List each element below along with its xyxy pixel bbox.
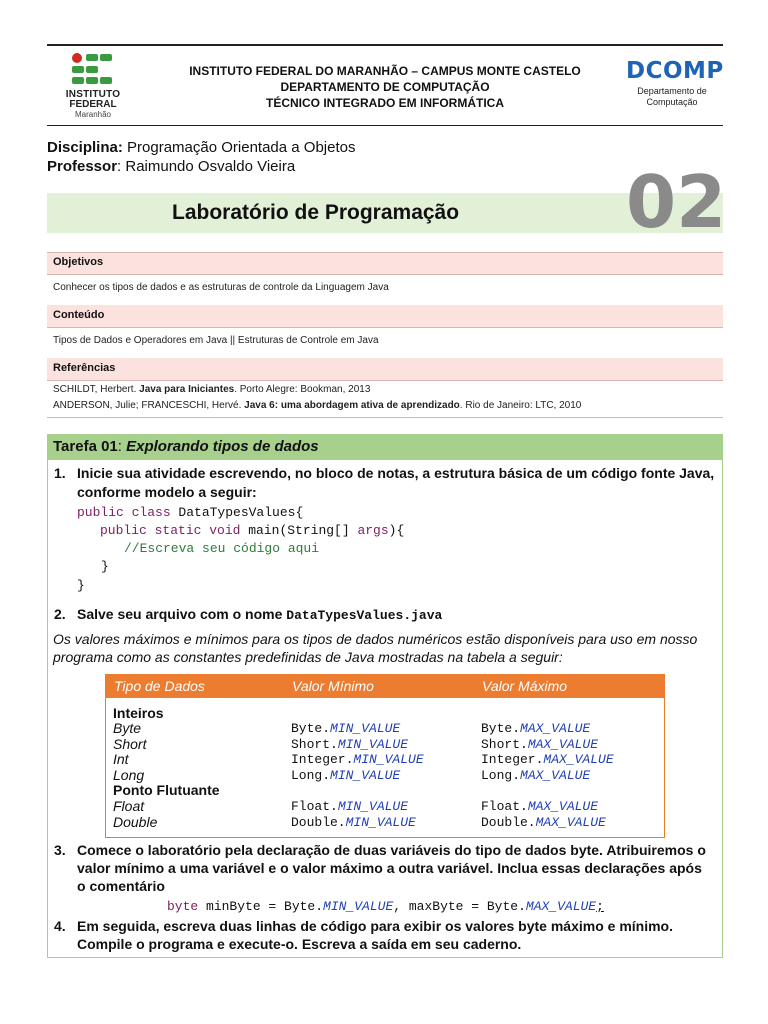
referencias-label: Referências	[53, 362, 116, 374]
lab-title: Laboratório de Programação	[172, 201, 460, 224]
code-keyword: byte	[167, 899, 199, 914]
header-tipo: Tipo de Dados	[114, 678, 205, 694]
max-class: Integer.	[481, 752, 544, 767]
table-intro-line-1: Os valores máximos e mínimos para os tipos de dados numéricos estão disponíveis para uso em nosso	[53, 631, 698, 647]
objetivos-bar	[47, 252, 723, 274]
step-2-text	[77, 606, 442, 623]
step-4-line-2: Compile o programa e execute-o. Escreva a saída em seu caderno.	[77, 936, 522, 952]
min-double	[291, 815, 416, 830]
max-int	[481, 752, 614, 767]
header-max: Valor Máximo	[482, 678, 568, 694]
logo-text-maranhao: Maranhão	[74, 110, 112, 119]
dcomp-logo	[626, 58, 724, 118]
max-class: Byte.	[481, 721, 521, 736]
objetivos-text: Conhecer os tipos de dados e as estruturas de controle da Linguagem Java	[53, 282, 389, 293]
max-const: MAX_VALUE	[520, 721, 591, 736]
professor-value: : Raimundo Osvaldo Vieira	[117, 158, 296, 175]
professor-line	[47, 158, 295, 175]
max-const: MAX_VALUE	[520, 768, 591, 783]
min-const: MIN_VALUE	[337, 799, 409, 814]
min-int	[291, 752, 424, 767]
min-class: Short.	[291, 737, 338, 752]
section-divider	[47, 327, 723, 328]
max-class: Long.	[481, 768, 521, 783]
institution-name: INSTITUTO FEDERAL DO MARANHÃO – CAMPUS MONTE CASTELO	[189, 64, 581, 78]
institute-logo	[60, 52, 126, 122]
code-keyword: public static void	[100, 523, 249, 538]
min-class: Byte.	[291, 721, 331, 736]
step-1-number: 1.	[54, 465, 66, 481]
code-semicolon: ;	[596, 899, 604, 914]
logo-text-federal: FEDERAL	[69, 99, 117, 110]
section-divider	[47, 417, 723, 418]
max-class: Float.	[481, 799, 528, 814]
task-title	[53, 438, 319, 455]
code-line-2	[100, 523, 404, 538]
min-const: MIN_VALUE	[337, 737, 409, 752]
code-text: DataTypesValues{	[178, 505, 304, 520]
type-short: Short	[113, 736, 147, 752]
step-4-line-1: Em seguida, escreva duas linhas de código para exibir os valores byte máximo e mínimo.	[77, 918, 673, 934]
dcomp-logo-sub1: Departamento de	[637, 86, 707, 96]
code-close-brace-outer: }	[77, 578, 85, 593]
department-name: DEPARTAMENTO DE COMPUTAÇÃO	[280, 80, 490, 94]
code-line-1	[77, 505, 303, 520]
code-keyword: public class	[77, 505, 179, 520]
type-byte: Byte	[113, 720, 142, 736]
step-3-line-2: valor mínimo a uma variável e o valor máximo a outra variável. Inclua essas declarações após	[77, 860, 702, 876]
min-const: MIN_VALUE	[353, 752, 424, 767]
max-const: MAX_VALUE	[527, 799, 599, 814]
min-class: Float.	[291, 799, 338, 814]
reference-2	[53, 400, 581, 411]
step-4-number: 4.	[54, 918, 66, 934]
reference-1	[53, 384, 370, 395]
max-const: MAX_VALUE	[527, 737, 599, 752]
max-class: Double.	[481, 815, 536, 830]
max-long	[481, 768, 590, 783]
code-comment: //Escreva seu código aqui	[124, 541, 320, 556]
section-divider	[47, 274, 723, 275]
min-const: MIN_VALUE	[330, 721, 401, 736]
step-3-number: 3.	[54, 842, 66, 858]
type-double: Double	[113, 814, 158, 830]
step-1-line-1: Inicie sua atividade escrevendo, no bloco de notas, a estrutura básica de um código fonte Java,	[77, 465, 715, 481]
code-const: MIN_VALUE	[323, 899, 394, 914]
code-text: , maxByte = Byte.	[393, 899, 526, 914]
code-arg: args	[357, 523, 389, 538]
header-min: Valor Mínimo	[292, 678, 374, 694]
group-inteiros: Inteiros	[113, 705, 164, 721]
min-short	[291, 737, 408, 752]
max-class: Short.	[481, 737, 528, 752]
step-2-number: 2.	[54, 606, 66, 622]
reference-1-authors: SCHILDT, Herbert.	[53, 384, 140, 395]
reference-2-authors: ANDERSON, Julie; FRANCESCHI, Hervé.	[53, 400, 245, 411]
code-text: minByte = Byte.	[198, 899, 324, 914]
code-text: ){	[388, 523, 405, 538]
step-3-line-3: o comentário	[77, 878, 165, 894]
code-close-brace-inner: }	[101, 559, 109, 574]
step-2-label: Salve seu arquivo com o nome	[77, 606, 287, 622]
table-intro-line-2: programa como as constantes predefinidas de Java mostradas na tabela a seguir:	[53, 649, 563, 665]
min-class: Long.	[291, 768, 331, 783]
task-label: Tarefa 01	[53, 438, 118, 455]
institute-logo-mark-icon	[70, 52, 114, 88]
reference-1-publisher: . Porto Alegre: Bookman, 2013	[234, 384, 371, 395]
code-const: MAX_VALUE	[525, 899, 597, 914]
conteudo-bar	[47, 305, 723, 327]
conteudo-text: Tipos de Dados e Operadores em Java || Estruturas de Controle em Java	[53, 335, 379, 346]
header-bottom-rule	[47, 125, 723, 126]
task-separator: :	[117, 438, 127, 455]
course-name: TÉCNICO INTEGRADO EM INFORMÁTICA	[266, 96, 504, 110]
discipline-line	[47, 139, 355, 156]
min-const: MIN_VALUE	[345, 815, 416, 830]
lab-number: 02	[626, 160, 727, 244]
max-const: MAX_VALUE	[543, 752, 614, 767]
max-double	[481, 815, 606, 830]
step-1-line-2: conforme modelo a seguir:	[77, 484, 257, 500]
section-divider	[47, 380, 723, 381]
referencias-bar	[47, 358, 723, 380]
reference-2-title: Java 6: uma abordagem ativa de aprendizado	[244, 400, 460, 411]
min-const: MIN_VALUE	[330, 768, 401, 783]
max-const: MAX_VALUE	[535, 815, 606, 830]
type-long: Long	[113, 767, 145, 783]
logo-text-instituto: INSTITUTO	[65, 89, 121, 100]
min-long	[291, 768, 400, 783]
step-3-line-1: Comece o laboratório pela declaração de duas variáveis do tipo de dados byte. Atribuiremos o	[77, 842, 706, 858]
reference-1-title: Java para Iniciantes	[139, 384, 235, 395]
step-2-filename: DataTypesValues.java	[286, 608, 443, 623]
min-byte	[291, 721, 400, 736]
professor-label: Professor	[47, 158, 118, 175]
discipline-label: Disciplina:	[47, 139, 123, 156]
min-class: Double.	[291, 815, 346, 830]
section-divider	[47, 252, 723, 253]
code-text: main(String[]	[248, 523, 358, 538]
header-top-rule	[47, 44, 723, 46]
group-ponto-flutuante: Ponto Flutuante	[113, 782, 220, 798]
max-byte	[481, 721, 590, 736]
min-class: Integer.	[291, 752, 354, 767]
dcomp-logo-word: DCOMP	[626, 58, 724, 84]
conteudo-label: Conteúdo	[53, 309, 105, 321]
min-float	[291, 799, 408, 814]
step-3-code	[167, 899, 604, 914]
max-short	[481, 737, 598, 752]
discipline-value: Programação Orientada a Objetos	[122, 139, 356, 156]
max-float	[481, 799, 598, 814]
task-name: Explorando tipos de dados	[126, 438, 319, 455]
reference-2-publisher: . Rio de Janeiro: LTC, 2010	[459, 400, 582, 411]
dcomp-logo-sub2: Computação	[646, 97, 698, 107]
objetivos-label: Objetivos	[53, 256, 104, 268]
type-float: Float	[113, 798, 145, 814]
type-int: Int	[113, 751, 129, 767]
